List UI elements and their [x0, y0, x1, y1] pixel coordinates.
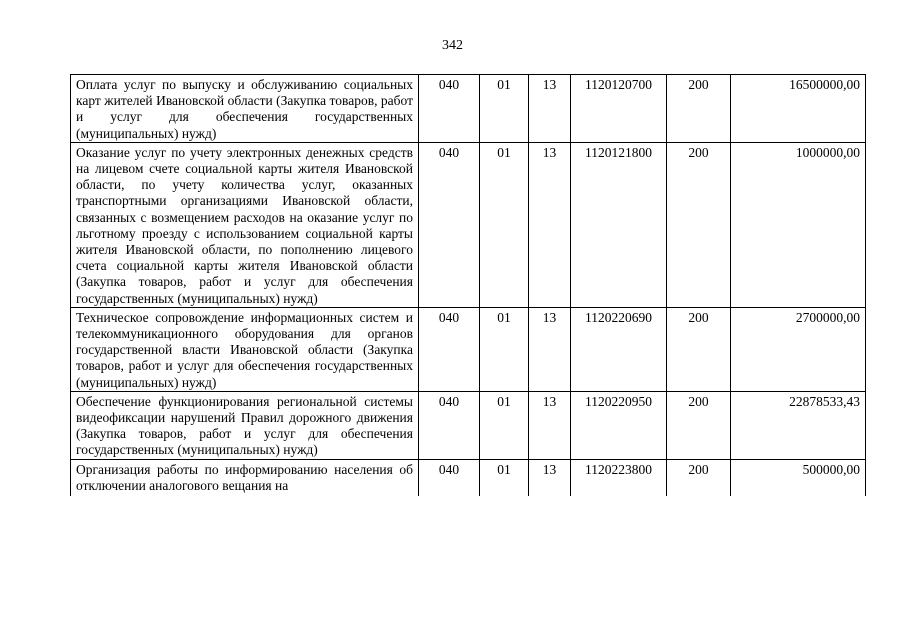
row-name: Обеспечение функционирования региональной системы видеофиксации нарушений Правил дорожного движения (Закупка товаров, работ и услуг для обеспечения государственных (муниципальных) нужд): [76, 393, 413, 458]
subsection-code: 13: [529, 75, 571, 143]
subsection-code: 13: [529, 459, 571, 496]
ministry-code: 040: [419, 307, 480, 391]
table-row: [71, 75, 866, 143]
row-name-cell: [71, 142, 419, 307]
section-code: 01: [480, 459, 529, 496]
row-name: Оплата услуг по выпуску и обслуживанию социальных карт жителей Ивановской области (Закупка товаров, работ и услуг для обеспечения государственных (муниципальных) нужд): [76, 77, 413, 141]
ministry-code: 040: [419, 391, 480, 459]
row-name-cell: [71, 307, 419, 391]
row-name: Техническое сопровождение информационных систем и телекоммуникационного оборудования для органов государственной власти Ивановской области (Закупка товаров, работ и услуг для обеспечения государственных (муниципальных) нужд): [76, 309, 413, 390]
target-code: 1120220690: [571, 307, 667, 391]
table-row: [71, 459, 866, 496]
subsection-code: 13: [529, 142, 571, 307]
amount: 1000000,00: [731, 142, 866, 307]
target-code: 1120121800: [571, 142, 667, 307]
expense-type-code: 200: [667, 75, 731, 143]
ministry-code: 040: [419, 75, 480, 143]
expense-type-code: 200: [667, 459, 731, 496]
section-code: 01: [480, 307, 529, 391]
target-code: 1120120700: [571, 75, 667, 143]
table-row: [71, 142, 866, 307]
amount: 16500000,00: [731, 75, 866, 143]
ministry-code: 040: [419, 459, 480, 496]
expense-type-code: 200: [667, 307, 731, 391]
target-code: 1120223800: [571, 459, 667, 496]
amount: 500000,00: [731, 459, 866, 496]
row-name-cell: [71, 459, 419, 496]
table-row: [71, 391, 866, 459]
page-number: 342: [442, 38, 463, 53]
ministry-code: 040: [419, 142, 480, 307]
row-name-cell: [71, 75, 419, 143]
expense-type-code: 200: [667, 142, 731, 307]
table-row: [71, 307, 866, 391]
row-name: Организация работы по информированию населения об отключении аналогового вещания на: [76, 461, 413, 493]
amount: 2700000,00: [731, 307, 866, 391]
budget-table: [70, 74, 866, 496]
expense-type-code: 200: [667, 391, 731, 459]
subsection-code: 13: [529, 307, 571, 391]
row-name-cell: [71, 391, 419, 459]
target-code: 1120220950: [571, 391, 667, 459]
row-name: Оказание услуг по учету электронных денежных средств на лицевом счете социальной карты жителя Ивановской области, по учету количества услуг, оказанных транспортными организациями Ивановской области, связанных с возмещением расходов на оказание услуг по льготному проезду с использованием социальной карты жителя Ивановской области, по пополнению лицевого счета социальной карты жителя Ивановской области (Закупка товаров, работ и услуг для обеспечения государственных (муниципальных) нужд): [76, 144, 413, 306]
amount: 22878533,43: [731, 391, 866, 459]
section-code: 01: [480, 75, 529, 143]
section-code: 01: [480, 391, 529, 459]
section-code: 01: [480, 142, 529, 307]
subsection-code: 13: [529, 391, 571, 459]
